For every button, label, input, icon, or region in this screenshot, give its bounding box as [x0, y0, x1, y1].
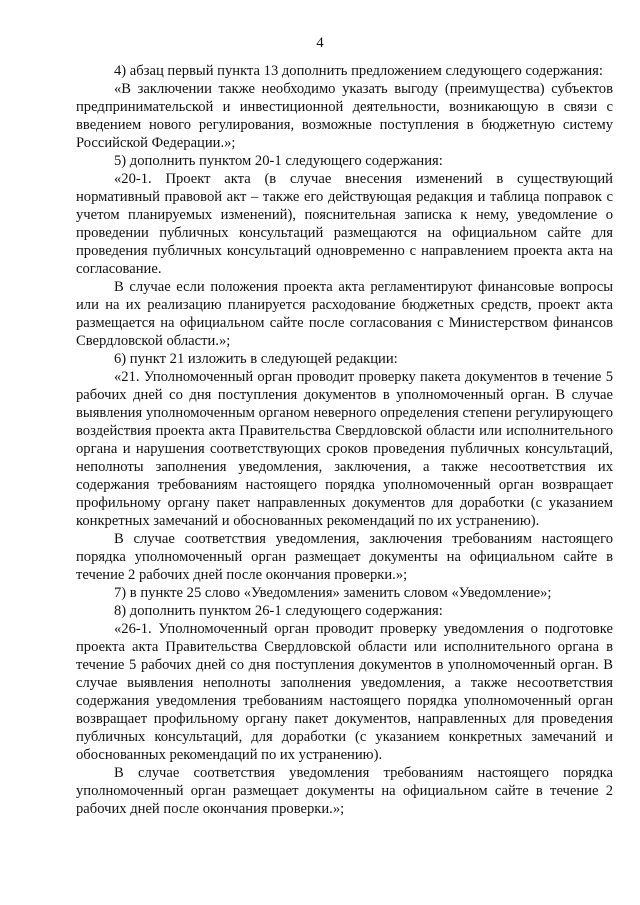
page-number: 4	[316, 35, 324, 51]
document-body	[76, 62, 613, 818]
paragraph: «20-1. Проект акта (в случае внесения изменений в существующий нормативный правовой акт – также его действующая редакция и таблица поправок с учетом планируемых изменений), пояснительная записка к нему, уведомление о проведении публичных консультаций размещаются на официальном сайте для проведения публичных консультаций одновременно с направлением проекта акта на согласование.	[76, 171, 613, 277]
paragraph: В случае соответствия уведомления требованиям настоящего порядка уполномоченный орган размещает документы на официальном сайте в течение 2 рабочих дней после окончания проверки.»;	[76, 765, 613, 817]
paragraph: 7) в пункте 25 слово «Уведомления» заменить словом «Уведомление»;	[114, 585, 552, 601]
paragraph: «В заключении также необходимо указать выгоду (преимущества) субъектов предпринимательской и инвестиционной деятельности, возникающую в связи с введением нового регулирования, возможные поступления в бюджетную систему Российской Федерации.»;	[76, 81, 613, 151]
paragraph: «21. Уполномоченный орган проводит проверку пакета документов в течение 5 рабочих дней со дня поступления документов в уполномоченный орган. В случае выявления уполномоченным органом неверного определения степени регулирующего воздействия проекта акта Правительства Свердловской области или исполнительного органа и нарушения соответствующих сроков проведения публичных консультаций, неполноты заполнения уведомления, заключения, а также несоответствия их содержания требованиям настоящего порядка уполномоченный орган возвращает профильному органу пакет направленных документов для доработки (с указанием конкретных замечаний и обоснованных рекомендаций по их устранению).	[76, 369, 613, 529]
paragraph: В случае если положения проекта акта регламентируют финансовые вопросы или на их реализацию планируется расходование бюджетных средств, проект акта размещается на официальном сайте после согласования с Министерством финансов Свердловской области.»;	[76, 279, 613, 349]
paragraph: 8) дополнить пунктом 26-1 следующего содержания:	[114, 603, 443, 619]
paragraph: В случае соответствия уведомления, заключения требованиям настоящего порядка уполномоченный орган размещает документы на официальном сайте в течение 2 рабочих дней после окончания проверки.»;	[76, 531, 613, 583]
paragraph: 4) абзац первый пункта 13 дополнить предложением следующего содержания:	[114, 63, 603, 79]
paragraph: 5) дополнить пунктом 20-1 следующего содержания:	[114, 153, 443, 169]
paragraph: «26-1. Уполномоченный орган проводит проверку уведомления о подготовке проекта акта Правительства Свердловской области или исполнительного органа в течение 5 рабочих дней со дня поступления документов в уполномоченный орган. В случае выявления неполноты заполнения уведомления, а также несоответствия содержания уведомления требованиям настоящего порядка уполномоченный орган возвращает профильному органу пакет документов, направленных для проведения публичных консультаций, для доработки (с указанием конкретных замечаний и обоснованных рекомендаций по их устранению).	[76, 621, 613, 763]
paragraph: 6) пункт 21 изложить в следующей редакции:	[114, 351, 398, 367]
